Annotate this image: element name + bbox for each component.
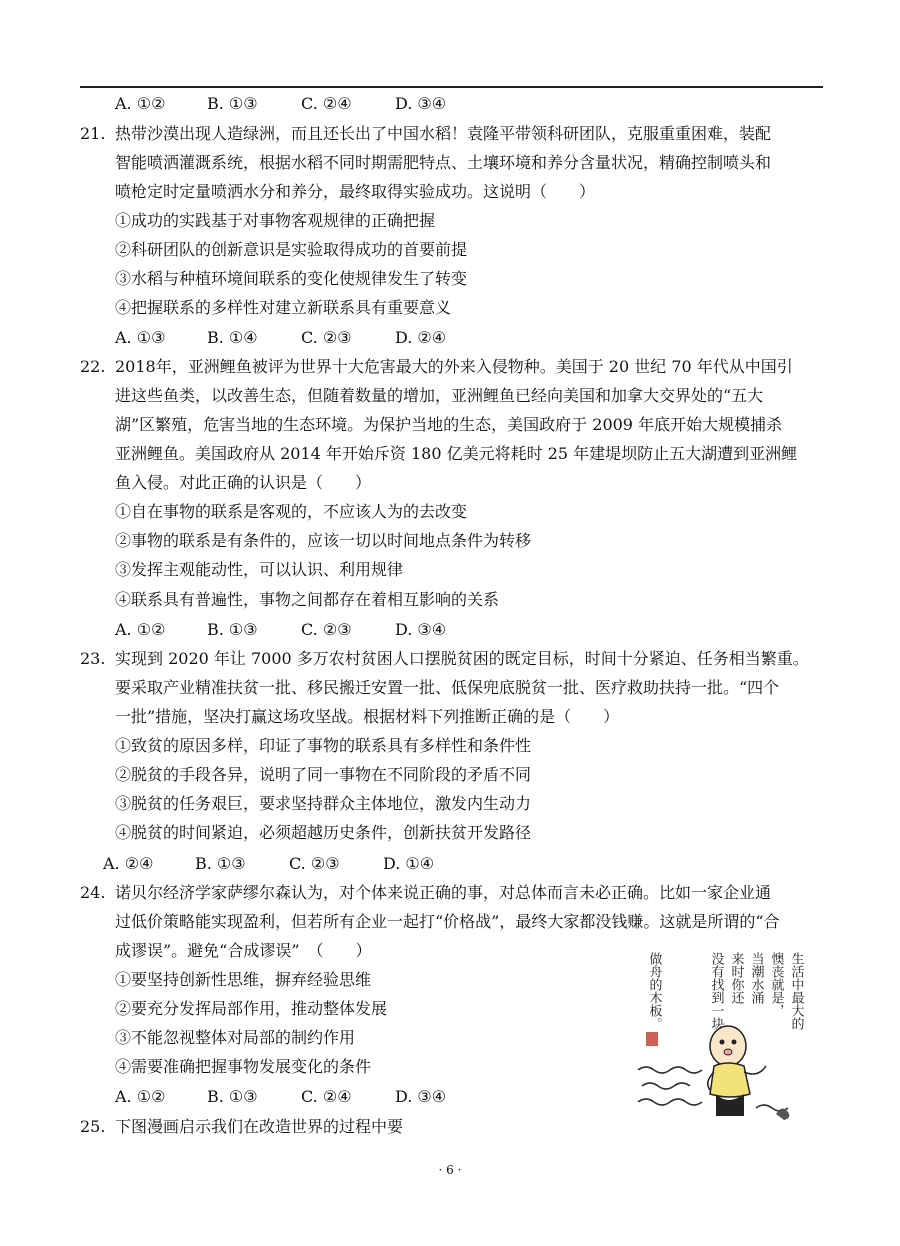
statement: ④把握联系的多样性对建立新联系具有重要意义 <box>115 298 452 317</box>
cartoon-figure <box>708 1026 766 1116</box>
statement: ②脱贫的手段各异，说明了同一事物在不同阶段的矛盾不同 <box>115 765 532 784</box>
statement: ②科研团队的创新意识是实验取得成功的首要前提 <box>115 240 468 259</box>
answer-options <box>115 328 446 348</box>
question-stem-line: 亚洲鲤鱼。美国政府从 2014 年开始斥资 180 亿美元将耗时 25 年建堤坝防止五大湖遭到亚洲鲤 <box>115 444 798 463</box>
option-b: B. ①③ <box>195 854 246 873</box>
option-d: D. ①④ <box>383 854 435 873</box>
option-b: B. ①④ <box>207 328 258 347</box>
question-number: 21. <box>80 124 106 143</box>
option-c: C. ②③ <box>301 620 352 639</box>
caption-column: 生活中最大的 <box>788 952 804 1030</box>
statement: ④脱贫的时间紧迫，必须超越历史条件，创新扶贫开发路径 <box>115 823 532 842</box>
caption-column: 懊丧就是， <box>768 952 784 1017</box>
statement: ①成功的实践基于对事物客观规律的正确把握 <box>115 211 436 230</box>
statement: ④联系具有普遍性，事物之间都存在着相互影响的关系 <box>115 590 500 609</box>
option-d: D. ③④ <box>395 1087 447 1106</box>
cartoon-illustration <box>636 938 810 1128</box>
caption-column: 没有找到一块 <box>708 952 724 1030</box>
option-c: C. ②④ <box>301 94 352 113</box>
statement: ①要坚持创新性思维，摒弃经验思维 <box>115 970 372 989</box>
question-number: 25. <box>80 1117 106 1136</box>
caption-column: 当潮水涌 <box>748 952 764 1004</box>
statement: ①自在事物的联系是客观的，不应该人为的去改变 <box>115 502 468 521</box>
question-number: 23. <box>80 649 106 668</box>
answer-options <box>115 620 446 640</box>
answer-options <box>115 1087 446 1107</box>
statement: ③发挥主观能动性，可以认识、利用规律 <box>115 560 404 579</box>
question-stem-line: 要采取产业精准扶贫一批、移民搬迁安置一批、低保兜底脱贫一批、医疗救助扶持一批。“四个 <box>115 678 780 697</box>
option-c: C. ②④ <box>301 1087 352 1106</box>
option-c: C. ②③ <box>289 854 340 873</box>
question-stem-line: 进这些鱼类，以改善生态，但随着数量的增加，亚洲鲤鱼已经向美国和加拿大交界处的“五大 <box>115 386 764 405</box>
answer-options <box>103 854 434 874</box>
statement: ④需要准确把握事物发展变化的条件 <box>115 1057 372 1076</box>
question-stem-line: 成谬误”。避免“合成谬误” （ ） <box>115 941 372 960</box>
option-d: D. ③④ <box>395 94 447 113</box>
question-number: 24. <box>80 883 106 902</box>
option-a: A. ①② <box>115 94 166 113</box>
question-stem-line: 喷枪定时定量喷洒水分和养分，最终取得实验成功。这说明（ ） <box>115 182 596 201</box>
caption-column: 做舟的木板。 <box>646 952 662 1030</box>
option-b: B. ①③ <box>207 94 258 113</box>
cartoon-drawing <box>636 938 810 1128</box>
statement: ③不能忽视整体对局部的制约作用 <box>115 1028 356 1047</box>
header-rule <box>80 86 823 88</box>
question-stem-line: 诺贝尔经济学家萨缪尔森认为，对个体来说正确的事，对总体而言未必正确。比如一家企业通 <box>115 883 772 902</box>
question-stem-line: 智能喷洒灌溉系统，根据水稻不同时期需肥特点、土壤环境和养分含量状况，精确控制喷头和 <box>115 153 772 172</box>
statement: ③脱贫的任务艰巨，要求坚持群众主体地位，激发内生动力 <box>115 794 532 813</box>
question-stem-line: 湖”区繁殖，危害当地的生态环境。为保护当地的生态，美国政府于 2009 年底开始大规模捕杀 <box>115 415 783 434</box>
option-a: A. ①③ <box>115 328 166 347</box>
question-stem-line: 2018年，亚洲鲤鱼被评为世界十大危害最大的外来入侵物种。美国于 20 世纪 70 年代从中国引 <box>115 357 793 376</box>
option-c: C. ②③ <box>301 328 352 347</box>
question-number: 22. <box>80 357 106 376</box>
question-stem-line: 热带沙漠出现人造绿洲，而且还长出了中国水稻！袁隆平带领科研团队，克服重重困难，装配 <box>115 124 772 143</box>
question-stem-line: 一批”措施，坚决打赢这场攻坚战。根据材料下列推断正确的是（ ） <box>115 707 620 726</box>
statement: ①致贫的原因多样，印证了事物的联系具有多样性和条件性 <box>115 736 532 755</box>
option-a: A. ①② <box>115 1087 166 1106</box>
option-b: B. ①③ <box>207 620 258 639</box>
statement: ③水稻与种植环境间联系的变化使规律发生了转变 <box>115 269 468 288</box>
option-a: A. ①② <box>115 620 166 639</box>
statement: ②要充分发挥局部作用，推动整体发展 <box>115 999 388 1018</box>
caption-column: 来时你还 <box>728 952 744 1004</box>
question-stem-line: 过低价策略能实现盈利，但若所有企业一起打“价格战”，最终大家都没钱赚。这就是所谓的“合 <box>115 912 780 931</box>
prev-options <box>115 94 446 114</box>
seal-stamp <box>646 1032 658 1046</box>
question-stem-line: 鱼入侵。对此正确的认识是（ ） <box>115 473 372 492</box>
option-d: D. ②④ <box>395 328 447 347</box>
option-a: A. ②④ <box>103 854 154 873</box>
page-number: · 6 · <box>438 1163 462 1177</box>
statement: ②事物的联系是有条件的，应该一切以时间地点条件为转移 <box>115 531 532 550</box>
option-b: B. ①③ <box>207 1087 258 1106</box>
question-stem-line: 下图漫画启示我们在改造世界的过程中要 <box>115 1117 404 1136</box>
option-d: D. ③④ <box>395 620 447 639</box>
question-stem-line: 实现到 2020 年让 7000 多万农村贫困人口摆脱贫困的既定目标，时间十分紧迫、任务相当繁重。 <box>115 649 809 668</box>
